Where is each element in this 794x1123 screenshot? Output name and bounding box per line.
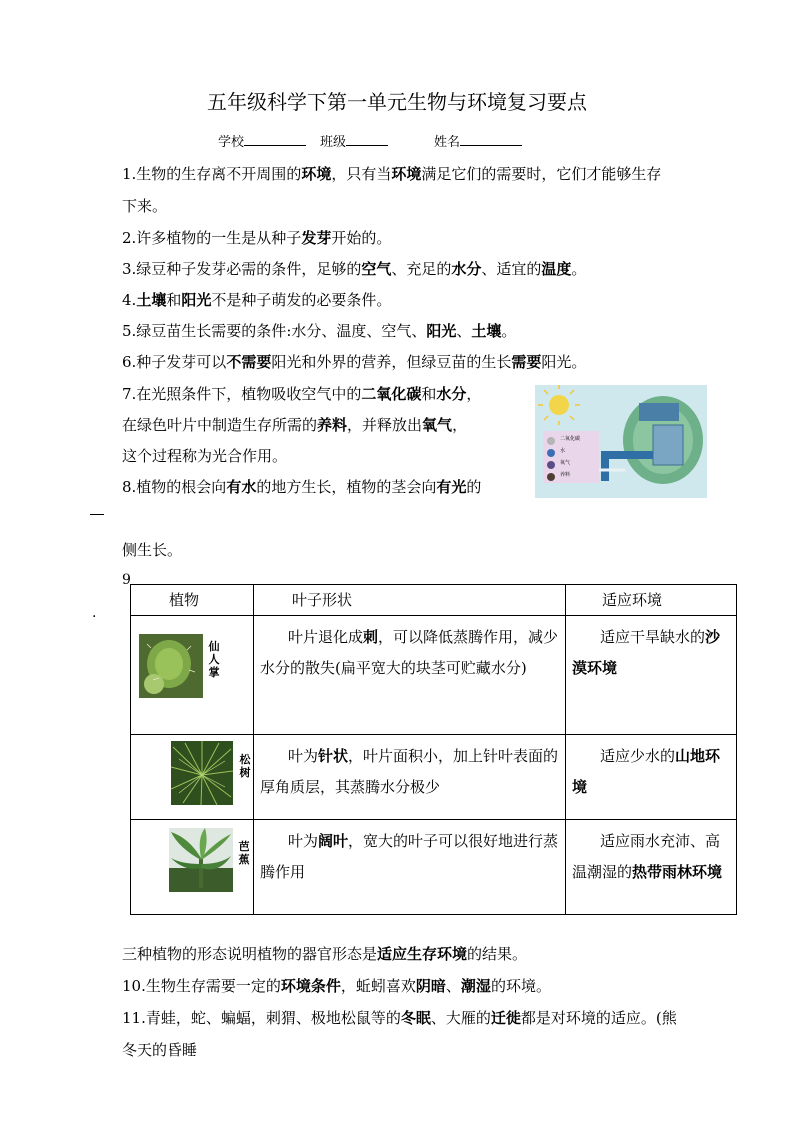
legend-co2: 二氧化碳 — [560, 436, 581, 442]
header-plant: 植物 — [131, 585, 254, 616]
plant-cell — [131, 735, 254, 820]
header-env: 适应环境 — [566, 585, 737, 616]
plant-cell — [131, 616, 254, 735]
point-8-line-1: 8.植物的根会向有水的地方生长，植物的茎会向有光的 — [122, 478, 482, 496]
banana-plant-photo-graphic — [169, 828, 233, 892]
cactus-photo — [139, 634, 203, 698]
point-11-line-1: 11.青蛙，蛇、蝙蝠，刺猬、极地松鼠等的冬眠、大雁的迁徙都是对环境的适应。(熊 — [122, 1009, 677, 1027]
class-blank — [346, 133, 388, 146]
header-leaf: 叶子形状 — [254, 585, 566, 616]
point-10: 10.生物生存需要一定的环境条件，蚯蚓喜欢阴暗、潮湿的环境。 — [122, 977, 551, 995]
leaf-cell: 叶为针状，叶片面积小，加上针叶表面的厚角质层，其蒸腾水分极少 — [254, 735, 566, 820]
plant-adaptation-table — [130, 584, 737, 915]
env-cell: 适应少水的山地环境 — [566, 735, 737, 820]
point-2: 2.许多植物的一生是从种子发芽开始的。 — [122, 229, 392, 247]
school-field — [218, 131, 306, 150]
page-title: 五年级科学下第一单元生物与环境复习要点 — [207, 90, 587, 114]
point-1-line-2: 下来。 — [122, 197, 168, 215]
point-4: 4.土壤和阳光不是种子萌发的必要条件。 — [122, 291, 392, 309]
point-7-line-3: 这个过程称为光合作用。 — [122, 447, 288, 465]
class-label: 班级 — [320, 135, 347, 150]
table-header-row — [131, 585, 737, 616]
name-blank — [460, 133, 522, 146]
point-5: 5.绿豆苗生长需要的条件:水分、温度、空气、阳光、土壤。 — [122, 322, 517, 340]
point-6: 6.种子发芽可以不需要阳光和外界的营养，但绿豆苗的生长需要阳光。 — [122, 353, 587, 371]
env-cell: 适应干旱缺水的沙漠环境 — [566, 616, 737, 735]
name-label: 姓名 — [434, 135, 461, 150]
legend-nutrients: 养料 — [560, 472, 571, 478]
table-row — [131, 820, 737, 915]
school-label: 学校 — [218, 135, 245, 150]
point-7-line-1: 7.在光照条件下，植物吸收空气中的二氧化碳和水分， — [122, 385, 482, 403]
point-8-line-2: 侧生长。 — [122, 541, 183, 559]
env-cell: 适应雨水充沛、高温潮湿的热带雨林环境 — [566, 820, 737, 915]
plant-name: 松树 — [239, 753, 251, 779]
point-9-number: 9 — [122, 572, 131, 588]
pine-photo-graphic — [171, 741, 233, 805]
plant-name: 芭蕉 — [238, 840, 250, 866]
point-11-line-2: 冬天的昏睡 — [122, 1041, 198, 1059]
legend-oxygen: 氧气 — [560, 460, 571, 466]
stray-dash — [90, 514, 104, 515]
class-field — [320, 131, 388, 150]
point-1-line-1: 1.生物的生存离不开周围的环境，只有当环境满足它们的需要时，它们才能够生存 — [122, 165, 662, 183]
table-summary: 三种植物的形态说明植物的器官形态是适应生存环境的结果。 — [122, 945, 528, 963]
name-field — [434, 131, 522, 150]
pine-photo — [171, 741, 233, 805]
point-7-line-2: 在绿色叶片中制造生存所需的养料，并释放出氧气， — [122, 416, 468, 434]
banana-plant-photo — [169, 828, 233, 892]
cactus-photo-graphic — [139, 634, 203, 698]
leaf-cell: 叶片退化成刺，可以降低蒸腾作用，减少水分的散失(扁平宽大的块茎可贮藏水分) — [254, 616, 566, 735]
table-row — [131, 735, 737, 820]
school-blank — [244, 133, 306, 146]
point-9-dot: . — [92, 605, 97, 621]
leaf-cell: 叶为阔叶，宽大的叶子可以很好地进行蒸腾作用 — [254, 820, 566, 915]
photosynthesis-diagram — [535, 385, 707, 498]
point-3: 3.绿豆种子发芽必需的条件，足够的空气、充足的水分、适宜的温度。 — [122, 260, 587, 278]
plant-name: 仙人掌 — [208, 640, 220, 679]
legend-water: 水 — [560, 448, 566, 454]
table-row — [131, 616, 737, 735]
plant-cell — [131, 820, 254, 915]
